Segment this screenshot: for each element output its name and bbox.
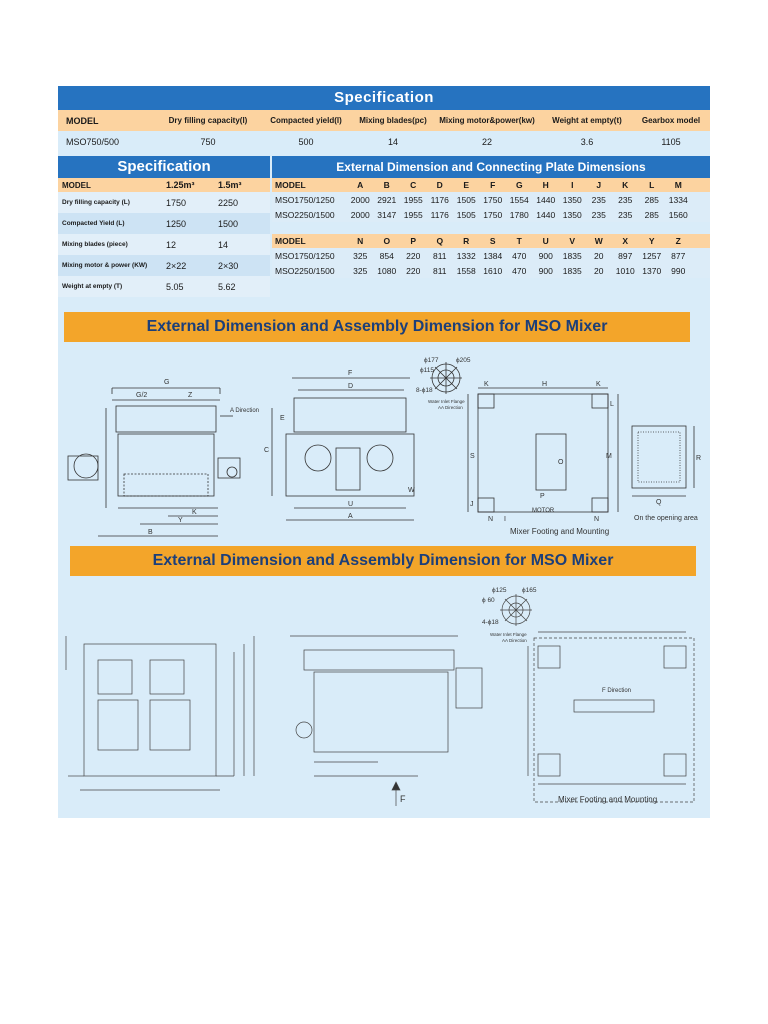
table-cell: 990 xyxy=(671,265,686,276)
header-cell: H xyxy=(542,180,549,190)
dim-label: H xyxy=(542,381,548,388)
table-cell: 235 xyxy=(591,194,606,205)
flange-label: AA Direction xyxy=(438,405,463,410)
table-cell: 1080 xyxy=(377,265,397,276)
header-cell: D xyxy=(436,180,443,190)
header-cell: R xyxy=(463,236,470,246)
table-row xyxy=(58,234,270,255)
footing-drawing xyxy=(528,632,694,802)
dim-label: Z xyxy=(188,392,193,399)
dim-label: I xyxy=(504,516,506,523)
table-cell: MSO2250/1500 xyxy=(275,209,335,220)
dim-label: E xyxy=(280,415,285,422)
table-cell: 1440 xyxy=(536,194,556,205)
table-cell: 12 xyxy=(166,239,177,250)
end-view-drawing xyxy=(66,636,254,790)
table-cell: 1955 xyxy=(403,209,423,220)
header-cell: 1.5m³ xyxy=(218,180,242,190)
table-cell: 235 xyxy=(618,209,633,220)
spec-top-title: Specification xyxy=(58,86,710,110)
table-cell: 1610 xyxy=(483,265,503,276)
table-cell: 14 xyxy=(387,136,398,147)
dim-label: A xyxy=(348,513,353,520)
flange-label: AA Direction xyxy=(502,638,527,643)
table-cell: 1505 xyxy=(456,209,476,220)
dim-label: A Direction xyxy=(230,408,260,414)
header-cell: I xyxy=(571,180,574,190)
table-cell: 1384 xyxy=(483,250,503,261)
header-cell: T xyxy=(516,236,522,246)
header-cell: K xyxy=(622,180,629,190)
header-cell: MODEL xyxy=(62,180,91,190)
dim-label: O xyxy=(558,459,564,466)
table-cell: 1176 xyxy=(430,194,449,205)
dim-label: M xyxy=(606,453,612,460)
table-cell: 1750 xyxy=(483,194,503,205)
table-cell: 235 xyxy=(591,209,606,220)
table-cell: MSO2250/1500 xyxy=(275,265,335,276)
dim-label: D xyxy=(348,383,354,390)
table-cell: 1176 xyxy=(430,209,449,220)
header-cell: V xyxy=(569,236,576,246)
header-cell: Gearbox model xyxy=(641,116,701,125)
table-cell: 1500 xyxy=(218,218,239,229)
table-cell: 220 xyxy=(406,265,421,276)
header-cell: 1.25m³ xyxy=(166,180,195,190)
dim-label: B xyxy=(148,529,153,536)
table-cell: 1370 xyxy=(642,265,662,276)
table-cell: MSO750/500 xyxy=(66,136,120,147)
table-cell: 325 xyxy=(353,250,368,261)
table-cell: MSO1750/1250 xyxy=(275,250,335,261)
table-row xyxy=(58,255,270,276)
table-cell: Weight at empty (T) xyxy=(62,283,123,290)
dim-label: ϕ125 xyxy=(492,587,507,594)
section2-title: External Dimension and Assembly Dimension for MSO Mixer xyxy=(70,546,696,576)
table-cell: 2250 xyxy=(218,197,239,208)
table-cell: 1350 xyxy=(562,209,582,220)
motor-label: MOTOR xyxy=(532,508,555,514)
spec-left-title: Specification xyxy=(58,156,270,178)
table-cell: Mixing blades (piece) xyxy=(62,241,128,248)
header-cell: M xyxy=(674,180,682,190)
table-cell: 897 xyxy=(618,250,633,261)
table-cell: 1750 xyxy=(166,197,187,208)
header-cell: S xyxy=(489,236,496,246)
dim-label: J xyxy=(470,501,474,508)
dim-label: K xyxy=(596,381,601,388)
dim-label: G xyxy=(164,379,170,386)
table-cell: 1010 xyxy=(615,265,635,276)
table-row xyxy=(58,131,710,152)
section2-drawing xyxy=(58,580,710,814)
table-cell: 325 xyxy=(353,265,368,276)
table-cell: 235 xyxy=(618,194,633,205)
front-view-drawing xyxy=(272,378,414,520)
table-cell: 1332 xyxy=(456,250,476,261)
table-row xyxy=(58,192,270,213)
dim-label: ϕ165 xyxy=(522,587,537,594)
table-cell: 1257 xyxy=(642,250,662,261)
dim-label: P xyxy=(540,493,545,500)
table-cell: 1560 xyxy=(668,209,688,220)
table-header-row xyxy=(58,178,270,192)
dim-label: 8-ϕ18 xyxy=(416,387,433,394)
header-cell: Dry filling capacity(l) xyxy=(168,116,248,125)
table-cell: 1558 xyxy=(456,265,476,276)
header-cell: C xyxy=(410,180,417,190)
table-cell: 1955 xyxy=(403,194,423,205)
dim-label: R xyxy=(696,455,702,462)
table-cell: Dry filling capacity (L) xyxy=(62,199,130,206)
table-cell: 1835 xyxy=(562,250,582,261)
header-cell: MODEL xyxy=(275,236,306,246)
dim-label: K xyxy=(484,381,489,388)
header-cell: E xyxy=(463,180,470,190)
dim-label: Y xyxy=(178,517,183,524)
header-cell: G xyxy=(515,180,523,190)
table-cell: 220 xyxy=(406,250,421,261)
header-cell: L xyxy=(649,180,655,190)
header-cell: W xyxy=(594,236,603,246)
dim-label: K xyxy=(192,509,197,516)
opening-area-drawing xyxy=(632,426,694,496)
header-cell: Mixing motor&power(kw) xyxy=(439,116,535,125)
table-cell: 877 xyxy=(671,250,686,261)
table-row xyxy=(272,192,710,207)
table-cell: 2921 xyxy=(377,194,397,205)
side-view-drawing xyxy=(68,388,240,536)
table-cell: 1554 xyxy=(509,194,529,205)
table-cell: 3147 xyxy=(377,209,397,220)
table-cell: 750 xyxy=(200,136,216,147)
table-cell: 5.05 xyxy=(166,281,184,292)
table-cell: MSO1750/1250 xyxy=(275,194,335,205)
header-cell: Mixing blades(pc) xyxy=(359,116,427,125)
table-row xyxy=(58,276,270,297)
dim-label: ϕ115 xyxy=(420,367,435,374)
table-cell: 470 xyxy=(512,250,527,261)
section1-drawing xyxy=(58,348,710,544)
spec-sheet xyxy=(58,86,710,818)
table-cell: 285 xyxy=(644,194,659,205)
dim-table-title: External Dimension and Connecting Plate Dimensions xyxy=(272,156,710,178)
footing-caption: Mixer Footing and Mounting xyxy=(558,795,658,804)
table-header-row xyxy=(272,178,710,192)
dim-label: F xyxy=(348,370,353,377)
header-cell: Z xyxy=(675,236,681,246)
header-cell: Q xyxy=(436,236,444,246)
direction-label: F Direction xyxy=(602,688,632,694)
header-cell: MODEL xyxy=(275,180,306,190)
table-row xyxy=(272,263,710,278)
table-cell: 2×30 xyxy=(218,260,239,271)
header-cell: N xyxy=(357,236,364,246)
table-cell: 2000 xyxy=(350,194,370,205)
table-cell: 1350 xyxy=(562,194,582,205)
table-cell: Compacted Yield (L) xyxy=(62,220,125,227)
table-header-row xyxy=(58,110,710,131)
header-cell: A xyxy=(357,180,364,190)
table-cell: 811 xyxy=(432,265,447,276)
header-cell: F xyxy=(490,180,496,190)
dim-label: 4-ϕ18 xyxy=(482,619,499,626)
flange-label: Water Inlet Flange xyxy=(428,399,465,404)
side-view-drawing xyxy=(290,636,482,776)
dim-label: C xyxy=(264,447,270,454)
dim-label: ϕ205 xyxy=(456,357,471,364)
table-cell: 2×22 xyxy=(166,260,187,271)
opening-caption: On the opening area xyxy=(634,515,698,522)
table-cell: 22 xyxy=(481,136,492,147)
dim-label: W xyxy=(408,487,415,494)
table-row xyxy=(58,213,270,234)
table-cell: 1334 xyxy=(668,194,688,205)
table-cell: 470 xyxy=(512,265,527,276)
header-cell: MODEL xyxy=(66,115,99,126)
flange-drawing xyxy=(430,362,462,394)
table-cell: 2000 xyxy=(350,209,370,220)
header-cell: U xyxy=(542,236,549,246)
header-cell: B xyxy=(383,180,390,190)
spec-top-table xyxy=(58,110,710,152)
table-cell: 811 xyxy=(432,250,447,261)
table-cell: 1835 xyxy=(562,265,582,276)
dim-label: S xyxy=(470,453,475,460)
flange-drawing xyxy=(500,594,532,626)
table-cell: 1250 xyxy=(166,218,187,229)
footing-caption: Mixer Footing and Mounting xyxy=(510,527,610,536)
section1-title: External Dimension and Assembly Dimension for MSO Mixer xyxy=(64,312,690,342)
dim-label: G/2 xyxy=(136,392,148,399)
table-row xyxy=(272,207,710,222)
table-cell: 900 xyxy=(538,265,553,276)
table-cell: 20 xyxy=(594,250,604,261)
table-cell: 1780 xyxy=(509,209,529,220)
row-spacer xyxy=(272,222,710,234)
table-cell: Mixing motor & power (KW) xyxy=(62,262,148,269)
header-cell: P xyxy=(410,236,417,246)
header-cell: Y xyxy=(648,236,655,246)
dim-label: Q xyxy=(656,499,662,506)
header-cell: O xyxy=(383,236,391,246)
table-cell: 5.62 xyxy=(218,281,236,292)
table-cell: 14 xyxy=(218,239,229,250)
dim-label: N xyxy=(594,516,600,523)
table-cell: 20 xyxy=(594,265,604,276)
dim-label: ϕ177 xyxy=(424,357,439,364)
table-cell: 1505 xyxy=(456,194,476,205)
table-cell: 1440 xyxy=(536,209,556,220)
dim-label: F xyxy=(400,794,406,804)
table-cell: 1105 xyxy=(661,136,681,147)
dim-label: ϕ 60 xyxy=(482,597,495,604)
header-cell: Compacted yield(l) xyxy=(270,116,342,125)
table-cell: 500 xyxy=(298,136,314,147)
dim-table xyxy=(272,178,710,278)
dim-label: U xyxy=(348,501,354,508)
flange-label: Water Inlet Flange xyxy=(490,632,527,637)
table-cell: 854 xyxy=(379,250,394,261)
table-header-row xyxy=(272,234,710,248)
dim-label: L xyxy=(610,401,614,408)
spec-left-table xyxy=(58,178,270,297)
header-cell: J xyxy=(596,180,602,190)
header-cell: Weight at empty(t) xyxy=(552,116,622,125)
table-cell: 1750 xyxy=(483,209,503,220)
table-cell: 900 xyxy=(538,250,553,261)
header-cell: X xyxy=(622,236,629,246)
table-cell: 285 xyxy=(644,209,659,220)
table-cell: 3.6 xyxy=(580,136,594,147)
table-row xyxy=(272,248,710,263)
dim-label: N xyxy=(488,516,494,523)
